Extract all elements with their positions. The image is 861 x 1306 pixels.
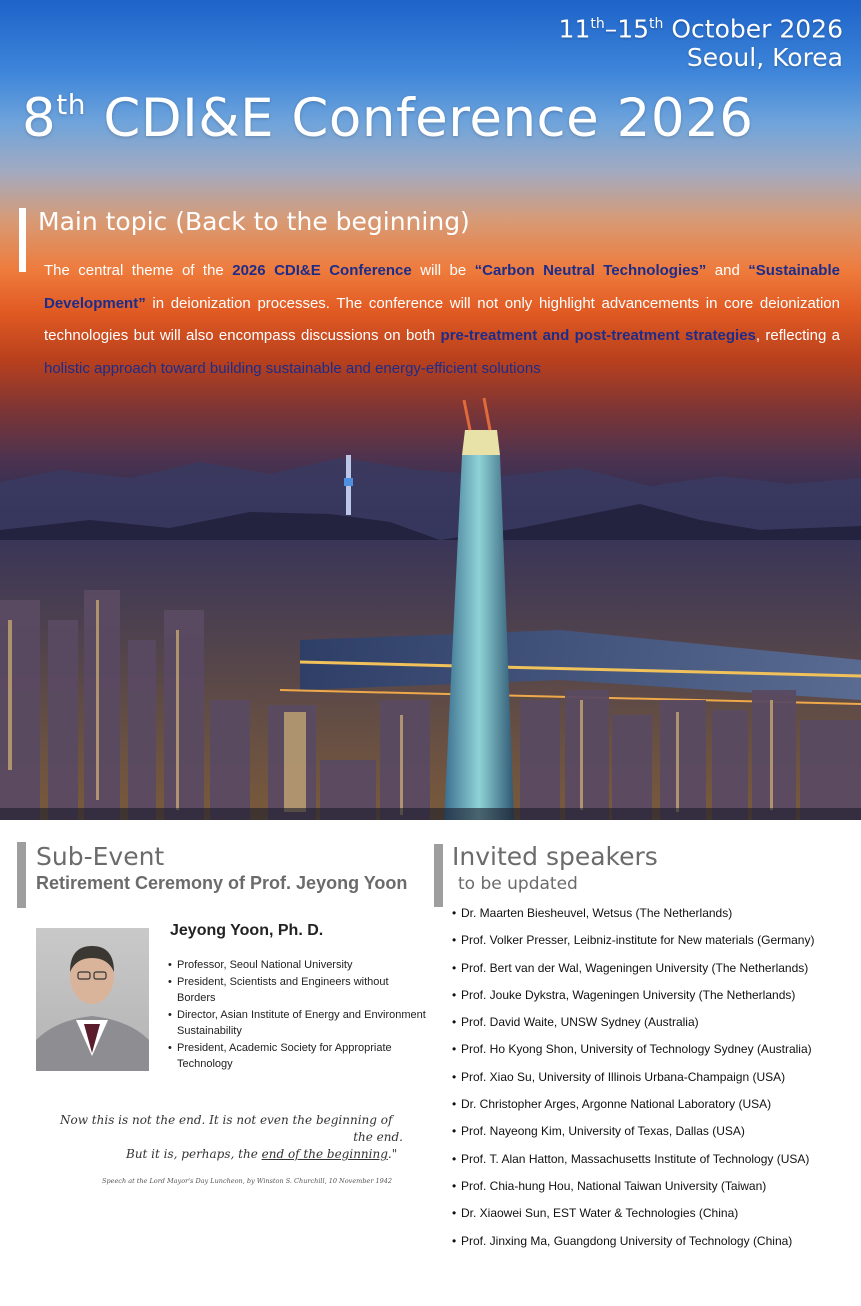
- main-topic-heading: Main topic (Back to the beginning): [38, 207, 470, 236]
- edition-suffix: th: [56, 88, 86, 121]
- conference-title: [22, 88, 754, 149]
- start-day-suffix: th: [590, 16, 605, 32]
- topic-accent-bar: [19, 208, 26, 272]
- speaker-item: • Prof. T. Alan Hatton, Massachusetts Institute of Technology (USA): [452, 1146, 860, 1173]
- month-year: October 2026: [663, 14, 843, 44]
- end-day: –15: [604, 14, 650, 44]
- invited-speakers-title: Invited speakers: [452, 842, 658, 871]
- start-day: 11: [558, 14, 591, 44]
- sub-event-title: Sub-Event: [36, 842, 165, 871]
- speakers-accent-bar: [434, 844, 443, 907]
- speaker-item: • Prof. Ho Kyong Shon, University of Technology Sydney (Australia): [452, 1036, 860, 1063]
- person-name: Jeyong Yoon, Ph. D.: [170, 922, 324, 939]
- event-location: Seoul, Korea: [686, 43, 843, 73]
- bio-item: • President, Scientists and Engineers without Borders: [168, 974, 430, 1007]
- sub-event-subtitle: Retirement Ceremony of Prof. Jeyong Yoon: [36, 873, 408, 893]
- portrait-photo: [36, 928, 149, 1071]
- person-silhouette-icon: [36, 928, 149, 1071]
- sub-event-accent-bar: [17, 842, 26, 908]
- speaker-item: • Prof. Nayeong Kim, University of Texas, Dallas (USA): [452, 1118, 860, 1145]
- speaker-item: • Prof. Xiao Su, University of Illinois Urbana-Champaign (USA): [452, 1064, 860, 1091]
- speaker-list: [452, 900, 860, 1255]
- bio-item: • Director, Asian Institute of Energy and Environment Sustainability: [168, 1007, 430, 1040]
- end-day-suffix: th: [649, 16, 664, 32]
- speaker-item: • Prof. Jinxing Ma, Guangdong University of Technology (China): [452, 1228, 860, 1255]
- quote-source: Speech at the Lord Mayor's Day Luncheon, by Winston S. Churchill, 10 November 1942: [102, 1177, 393, 1185]
- main-topic-description: The central theme of the 2026 CDI&E Conference will be “Carbon Neutral Technologies” and “Sustainable Development” in deionization processes. The conference will not only highlight advancements in core deionization technologies but will also encompass discussions on both pre-treatment and post-treatment strategies, reflecting a holistic approach toward building sustainable and energy-efficient solutions: [44, 262, 841, 377]
- event-dates: [559, 10, 843, 72]
- speaker-item: • Dr. Maarten Biesheuvel, Wetsus (The Netherlands): [452, 900, 860, 927]
- speaker-item: • Prof. Bert van der Wal, Wageningen University (The Netherlands): [452, 955, 860, 982]
- speaker-item: • Prof. Volker Presser, Leibniz-institute for New materials (Germany): [452, 927, 860, 954]
- speaker-item: • Dr. Christopher Arges, Argonne National Laboratory (USA): [452, 1091, 860, 1118]
- invited-speakers-subtitle: to be updated: [458, 874, 578, 894]
- speaker-item: • Prof. Chia-hung Hou, National Taiwan University (Taiwan): [452, 1173, 860, 1200]
- conference-name: CDI&E Conference 2026: [85, 88, 754, 149]
- speaker-item: • Prof. Jouke Dykstra, Wageningen University (The Netherlands): [452, 982, 860, 1009]
- speaker-item: • Dr. Xiaowei Sun, EST Water & Technologies (China): [452, 1200, 860, 1227]
- churchill-quote: Now this is not the end. It is not even the beginning of the end. But it is, perhaps, the end of the beginning.": [60, 1113, 403, 1161]
- bio-item: • President, Academic Society for Appropriate Technology: [168, 1040, 430, 1073]
- bio-list: [168, 957, 430, 1073]
- edition-number: 8: [22, 88, 57, 149]
- bio-item: • Professor, Seoul National University: [168, 957, 430, 974]
- speaker-item: • Prof. David Waite, UNSW Sydney (Australia): [452, 1009, 860, 1036]
